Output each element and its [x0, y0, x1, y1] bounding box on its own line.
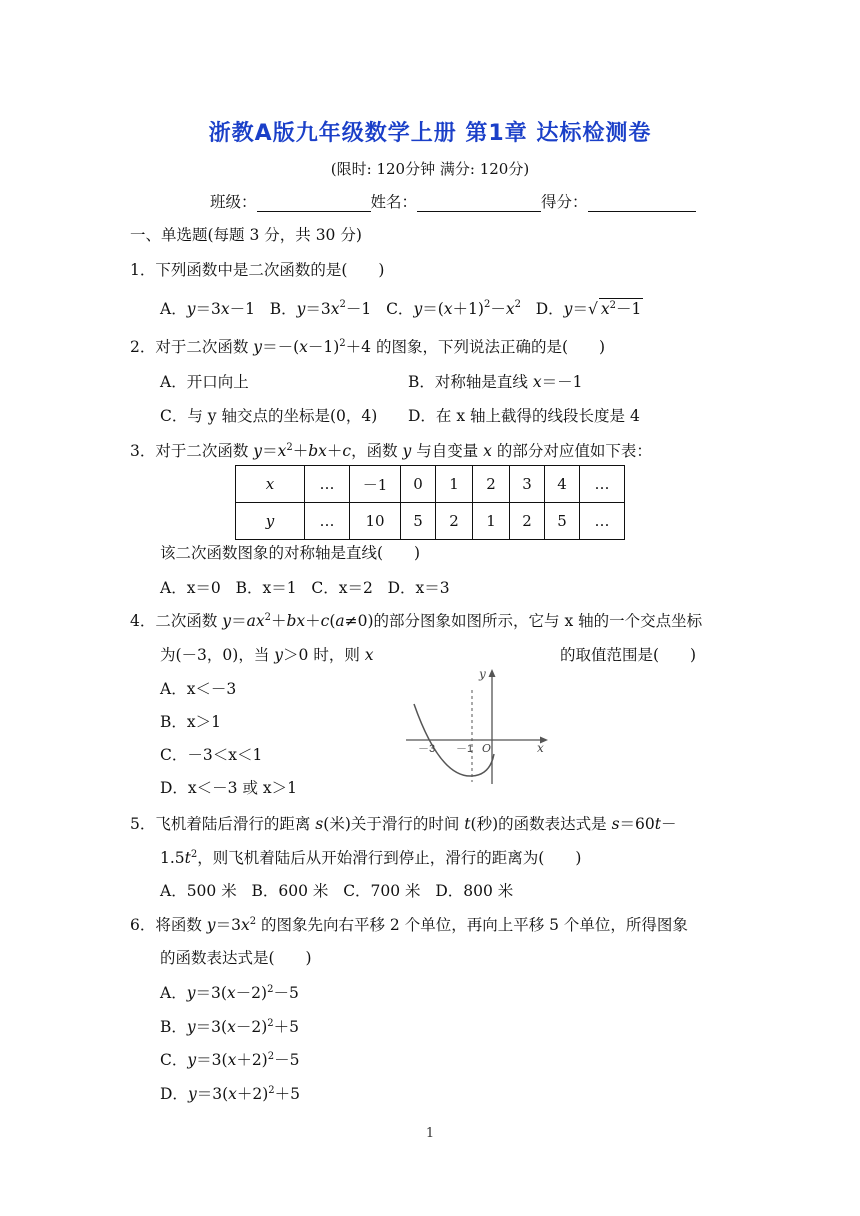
table-cell: 1: [473, 503, 510, 540]
label-neg3: －3: [418, 743, 436, 755]
q5-options: [160, 881, 513, 901]
table-cell: 5: [401, 503, 436, 540]
q5-option-b: B．600 米: [251, 882, 329, 900]
table-cell: …: [580, 466, 625, 503]
q3-option-b: B．x＝1: [235, 579, 297, 597]
table-cell: 4: [545, 466, 580, 503]
q4-option-b: B．x＞1: [160, 713, 221, 731]
table-cell: 2: [436, 503, 473, 540]
table-cell: …: [580, 503, 625, 540]
table-cell: 10: [350, 503, 401, 540]
q5-option-c: C．700 米: [343, 882, 421, 900]
q4-option-d: D．x＜－3 或 x＞1: [160, 779, 297, 797]
question-6: 6．将函数 $y=3x^2$ 的图象先向右平移 2 个单位，再向上平移 5 个单位，所得图象: [130, 916, 688, 934]
q2-option-b: B．对称轴是直线 x＝－1: [408, 373, 583, 391]
class-label: 班级：: [210, 193, 257, 211]
y-arrow-icon: [489, 669, 496, 677]
table-cell: 1: [436, 466, 473, 503]
q3-options: [160, 578, 450, 598]
table-cell: －1: [350, 466, 401, 503]
section-heading: 一、单选题(每题 3 分，共 30 分): [130, 226, 362, 244]
question-4-tail: 的取值范围是( ): [560, 646, 697, 664]
time-limit: (限时: 120分钟 满分: 120分): [330, 160, 530, 178]
label-origin: O: [482, 742, 492, 755]
q3-option-a: A．x＝0: [160, 579, 221, 597]
q6-option-c: C．$y=3(x+2)^2-5$: [160, 1051, 300, 1069]
table-cell: 2: [510, 503, 545, 540]
table-cell: …: [305, 466, 350, 503]
q6-option-b: B．$y=3(x-2)^2+5$: [160, 1018, 299, 1036]
label-neg1: －1: [456, 743, 474, 755]
table-cell: …: [305, 503, 350, 540]
q3-option-c: C．x＝2: [311, 579, 373, 597]
q1-option-c: C．$y=(x+1)^2-x^2$: [386, 299, 521, 318]
score-blank[interactable]: [588, 196, 696, 212]
q3-option-d: D．x＝3: [387, 579, 450, 597]
table-header-y: y: [236, 503, 305, 540]
parabola-graph: [400, 660, 560, 792]
q4-option-c: C．－3＜x＜1: [160, 746, 263, 764]
page-number: 1: [425, 1126, 435, 1141]
value-table: [235, 465, 625, 540]
page-title: 浙教A版九年级数学上册 第1章 达标检测卷: [208, 121, 652, 146]
name-label: 姓名：: [370, 193, 418, 211]
q6-option-a: A．$y=3(x-2)^2-5$: [160, 984, 299, 1002]
class-blank[interactable]: [257, 196, 371, 212]
score-label: 得分：: [541, 193, 588, 211]
y-axis-label: y: [479, 667, 486, 681]
question-4: 4．二次函数 $y=ax^2+bx+c(a\ne 0)$的部分图象如图所示，它与 x 轴的一个交点坐标: [130, 612, 703, 630]
question-6-cont: 的函数表达式是( ): [160, 949, 312, 967]
q2-option-a: A．开口向上: [160, 373, 249, 391]
q5-option-a: A．500 米: [160, 882, 237, 900]
q1-option-a: A．y＝3x－1: [160, 300, 255, 318]
q4-option-a: A．x＜－3: [160, 680, 237, 698]
q1-option-d: D．y＝√ $x^2-1$: [535, 300, 642, 318]
student-info-row: [210, 192, 696, 212]
q1-option-b: B．$y=3x^2-1$: [269, 299, 372, 318]
q1-options: [160, 298, 643, 319]
q2-option-d: D．在 x 轴上截得的线段长度是 4: [408, 407, 640, 425]
table-cell: 2: [473, 466, 510, 503]
x-axis-label: x: [537, 741, 544, 755]
q5-option-d: D．800 米: [435, 882, 514, 900]
q3-follow: 该二次函数图象的对称轴是直线( ): [160, 544, 421, 562]
question-1: 1．下列函数中是二次函数的是( ): [130, 261, 385, 279]
q2-option-c: C．与 y 轴交点的坐标是(0，4): [160, 407, 378, 425]
question-5-cont: $1.5t^2$，则飞机着陆后从开始滑行到停止，滑行的距离为( ): [160, 849, 582, 867]
table-cell: 3: [510, 466, 545, 503]
q6-option-d: D．$y=3(x+2)^2+5$: [160, 1085, 301, 1103]
question-5: 5．飞机着陆后滑行的距离 s(米)关于滑行的时间 t(秒)的函数表达式是 s＝60t－: [130, 815, 677, 833]
table-cell: 5: [545, 503, 580, 540]
table-cell: 0: [401, 466, 436, 503]
table-row-y: [236, 503, 625, 540]
table-header-x: x: [236, 466, 305, 503]
question-4-cont: 为(－3，0)，当 y＞0 时，则 x: [160, 646, 374, 664]
name-blank[interactable]: [417, 196, 541, 212]
question-2: 2．对于二次函数 $y=-(x-1)^2+4$ 的图象，下列说法正确的是( ): [130, 338, 606, 356]
question-3: 3．对于二次函数 $y=x^2+bx+c$，函数 y 与自变量 x 的部分对应值如下表：: [130, 442, 652, 460]
table-row-x: [236, 466, 625, 503]
